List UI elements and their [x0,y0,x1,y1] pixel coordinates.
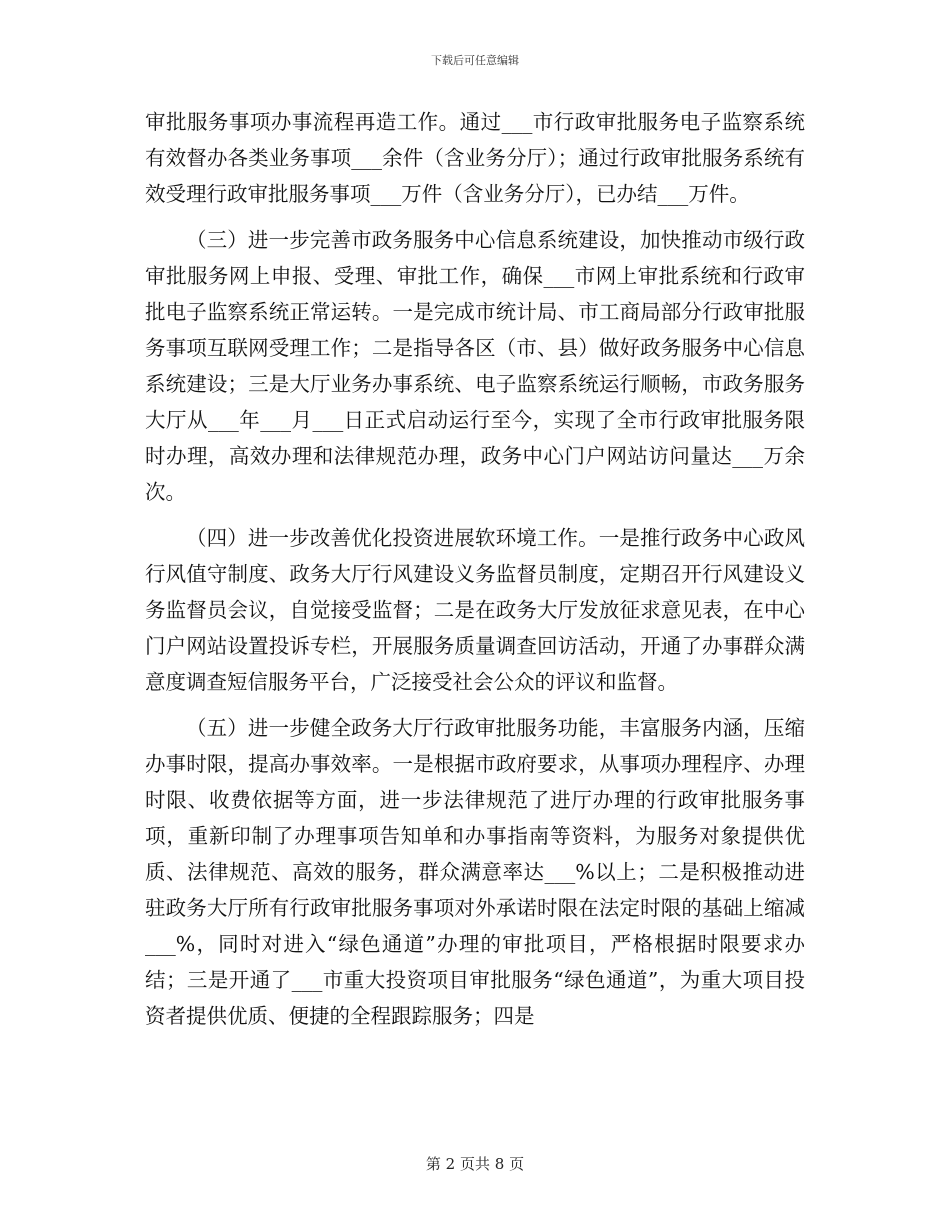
page-number: 第 2 页共 8 页 [425,1155,525,1173]
paragraph-continuation: 审批服务事项办事流程再造工作。通过___市行政审批服务电子监察系统有效督办各类业务事项___余件（含业务分厅）；通过行政审批服务系统有效受理行政审批服务事项___万件（含业务分厅），已办结___万件。 [145,110,805,206]
paragraph-section-3: （三）进一步完善市政务服务中心信息系统建设，加快推动市级行政审批服务网上申报、受理、审批工作，确保___市网上审批系统和行政审批电子监察系统正常运转。一是完成市统计局、市工商局部分行政审批服务事项互联网受理工作；二是指导各区（市、县）做好政务服务中心信息系统建设；三是大厅业务办事系统、电子监察系统运行顺畅，市政务服务大厅从___年___月___日正式启动运行至今，实现了全市行政审批服务限时办理，高效办理和法律规范办理，政务中心门户网站访问量达___万余次。 [145,228,805,504]
document-body [145,104,805,1044]
page-header: 下载后可任意编辑 [431,54,519,67]
paragraph-section-4: （四）进一步改善优化投资进展软环境工作。一是推行政务中心政风行风值守制度、政务大厅行风建设义务监督员制度，定期召开行风建设义务监督员会议，自觉接受监督；二是在政务大厅发放征求意见表，在中心门户网站设置投诉专栏，开展服务质量调查回访活动，开通了办事群众满意度调查短信服务平台，广泛接受社会公众的评议和监督。 [145,526,805,694]
paragraph-section-5: （五）进一步健全政务大厅行政审批服务功能，丰富服务内涵，压缩办事时限，提高办事效率。一是根据市政府要求，从事项办理程序、办理时限、收费依据等方面，进一步法律规范了进厅办理的行政审批服务事项，重新印制了办理事项告知单和办事指南等资料，为服务对象提供优质、法律规范、高效的服务，群众满意率达___%以上；二是积极推动进驻政务大厅所有行政审批服务事项对外承诺时限在法定时限的基础上缩减___%，同时对进入“绿色通道”办理的审批项目，严格根据时限要求办结；三是开通了___市重大投资项目审批服务“绿色通道”，为重大项目投资者提供优质、便捷的全程跟踪服务；四是 [145,716,805,1028]
